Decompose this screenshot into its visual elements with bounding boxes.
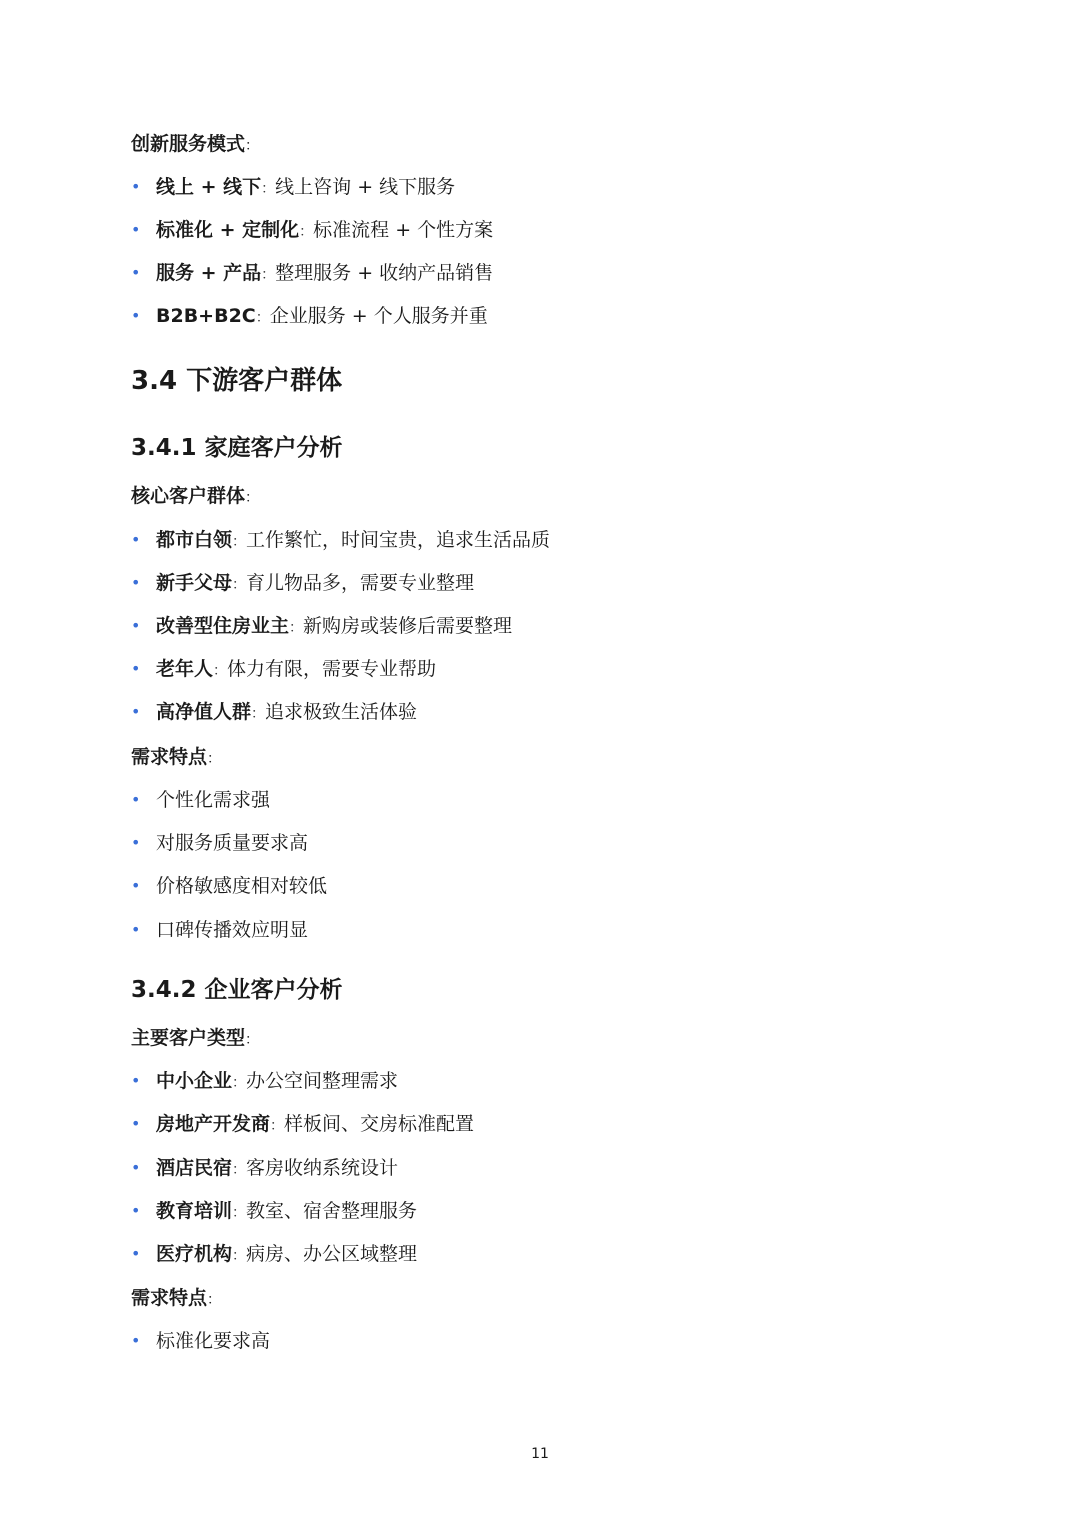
list-item: • 老年人：体力有限，需要专业帮助 bbox=[131, 655, 1011, 685]
section-heading: 3.4 下游客户群体 bbox=[131, 366, 343, 396]
list-item: • 房地产开发商：样板间、交房标准配置 bbox=[131, 1110, 1011, 1140]
bullet-icon: • bbox=[131, 920, 141, 939]
bullet-icon: • bbox=[131, 659, 141, 678]
page-number: 11 bbox=[531, 1446, 549, 1462]
list-item: • 新手父母：育儿物品多，需要专业整理 bbox=[131, 569, 1011, 599]
bullet-icon: • bbox=[131, 530, 141, 549]
bullet-icon: • bbox=[131, 177, 141, 196]
list-item: • 高净值人群：追求极致生活体验 bbox=[131, 698, 1011, 728]
list-item: • 标准化要求高 bbox=[131, 1327, 1011, 1355]
bullet-icon: • bbox=[131, 1244, 141, 1263]
list-item: • 服务 + 产品：整理服务 + 收纳产品销售 bbox=[131, 259, 1011, 289]
enterprise-needs-label: 需求特点： bbox=[131, 1287, 222, 1309]
list-item: • 都市白领：工作繁忙，时间宝贵，追求生活品质 bbox=[131, 526, 1011, 556]
list-item: • 线上 + 线下：线上咨询 + 线下服务 bbox=[131, 173, 1011, 203]
bullet-icon: • bbox=[131, 790, 141, 809]
list-item: • B2B+B2C：企业服务 + 个人服务并重 bbox=[131, 302, 1011, 332]
list-item: • 对服务质量要求高 bbox=[131, 829, 1011, 857]
bullet-icon: • bbox=[131, 1071, 141, 1090]
list-item: • 中小企业：办公空间整理需求 bbox=[131, 1067, 1011, 1097]
bullet-icon: • bbox=[131, 306, 141, 325]
core-groups-label: 核心客户群体： bbox=[131, 485, 260, 507]
bullet-icon: • bbox=[131, 876, 141, 895]
bullet-icon: • bbox=[131, 1331, 141, 1350]
list-item: • 酒店民宿：客房收纳系统设计 bbox=[131, 1154, 1011, 1184]
family-needs-label: 需求特点： bbox=[131, 746, 222, 768]
list-item: • 口碑传播效应明显 bbox=[131, 916, 1011, 944]
bullet-icon: • bbox=[131, 1158, 141, 1177]
customer-types-label: 主要客户类型： bbox=[131, 1027, 260, 1049]
innovation-mode-label: 创新服务模式： bbox=[131, 133, 260, 155]
list-item: • 价格敏感度相对较低 bbox=[131, 872, 1011, 900]
bullet-icon: • bbox=[131, 702, 141, 721]
bullet-icon: • bbox=[131, 1201, 141, 1220]
bullet-icon: • bbox=[131, 573, 141, 592]
bullet-icon: • bbox=[131, 833, 141, 852]
list-item: • 医疗机构：病房、办公区域整理 bbox=[131, 1240, 1011, 1270]
subsection-heading-enterprise: 3.4.2 企业客户分析 bbox=[131, 977, 343, 1003]
list-item: • 教育培训：教室、宿舍整理服务 bbox=[131, 1197, 1011, 1227]
bullet-icon: • bbox=[131, 1114, 141, 1133]
list-item: • 标准化 + 定制化：标准流程 + 个性方案 bbox=[131, 216, 1011, 246]
bullet-icon: • bbox=[131, 616, 141, 635]
bullet-icon: • bbox=[131, 220, 141, 239]
subsection-heading-family: 3.4.1 家庭客户分析 bbox=[131, 435, 343, 461]
list-item: • 改善型住房业主：新购房或装修后需要整理 bbox=[131, 612, 1011, 642]
bullet-icon: • bbox=[131, 263, 141, 282]
list-item: • 个性化需求强 bbox=[131, 786, 1011, 814]
